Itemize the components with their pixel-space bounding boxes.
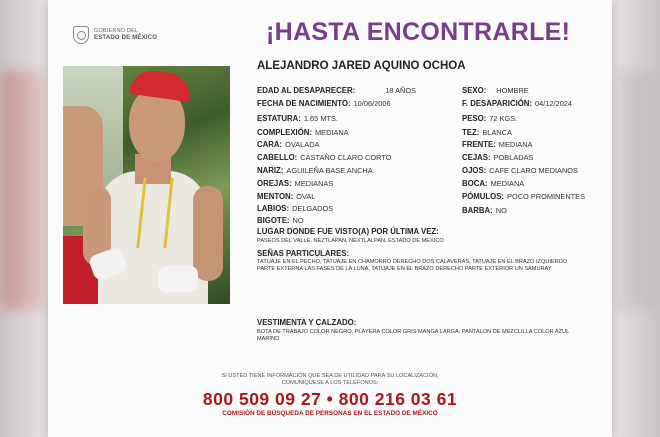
vestimenta-label: VESTIMENTA Y CALZADO: — [257, 318, 357, 327]
field-orejas: OREJAS: MEDIANAS — [257, 179, 334, 188]
field-ojos: OJOS: CAFE CLARO MEDIANOS — [462, 166, 578, 175]
background-blur-left — [0, 70, 45, 310]
field-cara: CARA: OVALADA — [257, 140, 320, 149]
field-nacimiento: FECHA DE NACIMIENTO: 10/06/2006 — [257, 99, 391, 108]
lugar-value: PASEOS DEL VALLE. NEZTLAPAN, NEXTLALPAN, ESTADO DE MEXICO — [257, 238, 444, 244]
field-boca: BOCA: MEDIANA — [462, 179, 525, 188]
field-tez: TEZ: BLANCA — [462, 128, 512, 137]
field-cabello: CABELLO: CASTAÑO CLARO CORTO — [257, 153, 392, 162]
field-menton: MENTON: OVAL — [257, 192, 316, 201]
field-desaparicion: F. DESAPARICIÓN: 04/12/2024 — [462, 99, 573, 108]
person-name: ALEJANDRO JARED AQUINO OCHOA — [257, 60, 466, 72]
phone-numbers: 800 509 09 27 • 800 216 03 61 — [202, 389, 458, 409]
field-sexo: SEXO: HOMBRE — [462, 86, 529, 95]
field-pomulos: PÓMULOS: POCO PROMINENTES — [462, 192, 586, 201]
info-line-1: SI USTED TIENE INFORMACIÓN QUE SEA DE UTILIDAD PARA SU LOCALIZACIÓN, — [221, 373, 439, 379]
field-frente: FRENTE: MEDIANA — [462, 140, 533, 149]
person-photo — [63, 66, 230, 304]
missing-person-poster — [48, 0, 612, 437]
comision-name: COMISIÓN DE BÚSQUEDA DE PERSONAS EN EL ESTADO DE MÉXICO — [222, 410, 438, 417]
field-cejas: CEJAS: POBLADAS — [462, 153, 534, 162]
field-labios: LABIOS: DELGADOS — [257, 204, 334, 213]
senas-line-2: PARTE EXTERNA LAS FASES DE LA LUNA, TATUAJE EN EL BRAZO DERECHO PARTE EXTERIOR UN SAMURAY — [257, 266, 552, 272]
gov-line-1: GOBIERNO DEL — [94, 28, 139, 34]
senas-line-1: TATUAJE EN EL PECHO, TATUAJE EN CHAMORRO DERECHO DOS CALAVERAS, TATUAJE EN EL BRAZO IZQUIERDO — [257, 259, 568, 265]
lugar-label: LUGAR DONDE FUE VISTO(A) POR ÚLTIMA VEZ: — [257, 227, 439, 236]
background-blur-right — [620, 70, 660, 310]
senas-label: SEÑAS PARTICULARES: — [257, 249, 350, 258]
vestimenta-line-1: BOTA DE TRABAJO COLOR NEGRO, PLAYERA COLOR GRIS MANGA LARGA, PANTALON DE MEZCLILLA COLOR AZUL — [257, 329, 570, 335]
poster-title: ¡HASTA ENCONTRARLE! — [266, 18, 571, 46]
info-line-2: COMUNÍQUESE A LOS TELÉFONOS: — [281, 380, 379, 386]
field-bigote: BIGOTE: NO — [257, 216, 304, 225]
field-nariz: NARIZ: AGUILEÑA BASE ANCHA — [257, 166, 373, 175]
field-estatura: ESTATURA: 1.65 MTS. — [257, 114, 338, 123]
vestimenta-line-2: MARINO — [257, 336, 280, 342]
field-complexion: COMPLEXIÓN: MEDIANA — [257, 128, 349, 137]
field-barba: BARBA: NO — [462, 206, 507, 215]
seal-icon — [73, 26, 89, 44]
field-peso: PESO: 72 KGS. — [462, 114, 518, 123]
field-edad: EDAD AL DESAPARECER: 18 AÑOS — [257, 86, 417, 95]
government-logo — [73, 26, 157, 44]
gov-line-2: ESTADO DE MÉXICO — [94, 35, 158, 41]
